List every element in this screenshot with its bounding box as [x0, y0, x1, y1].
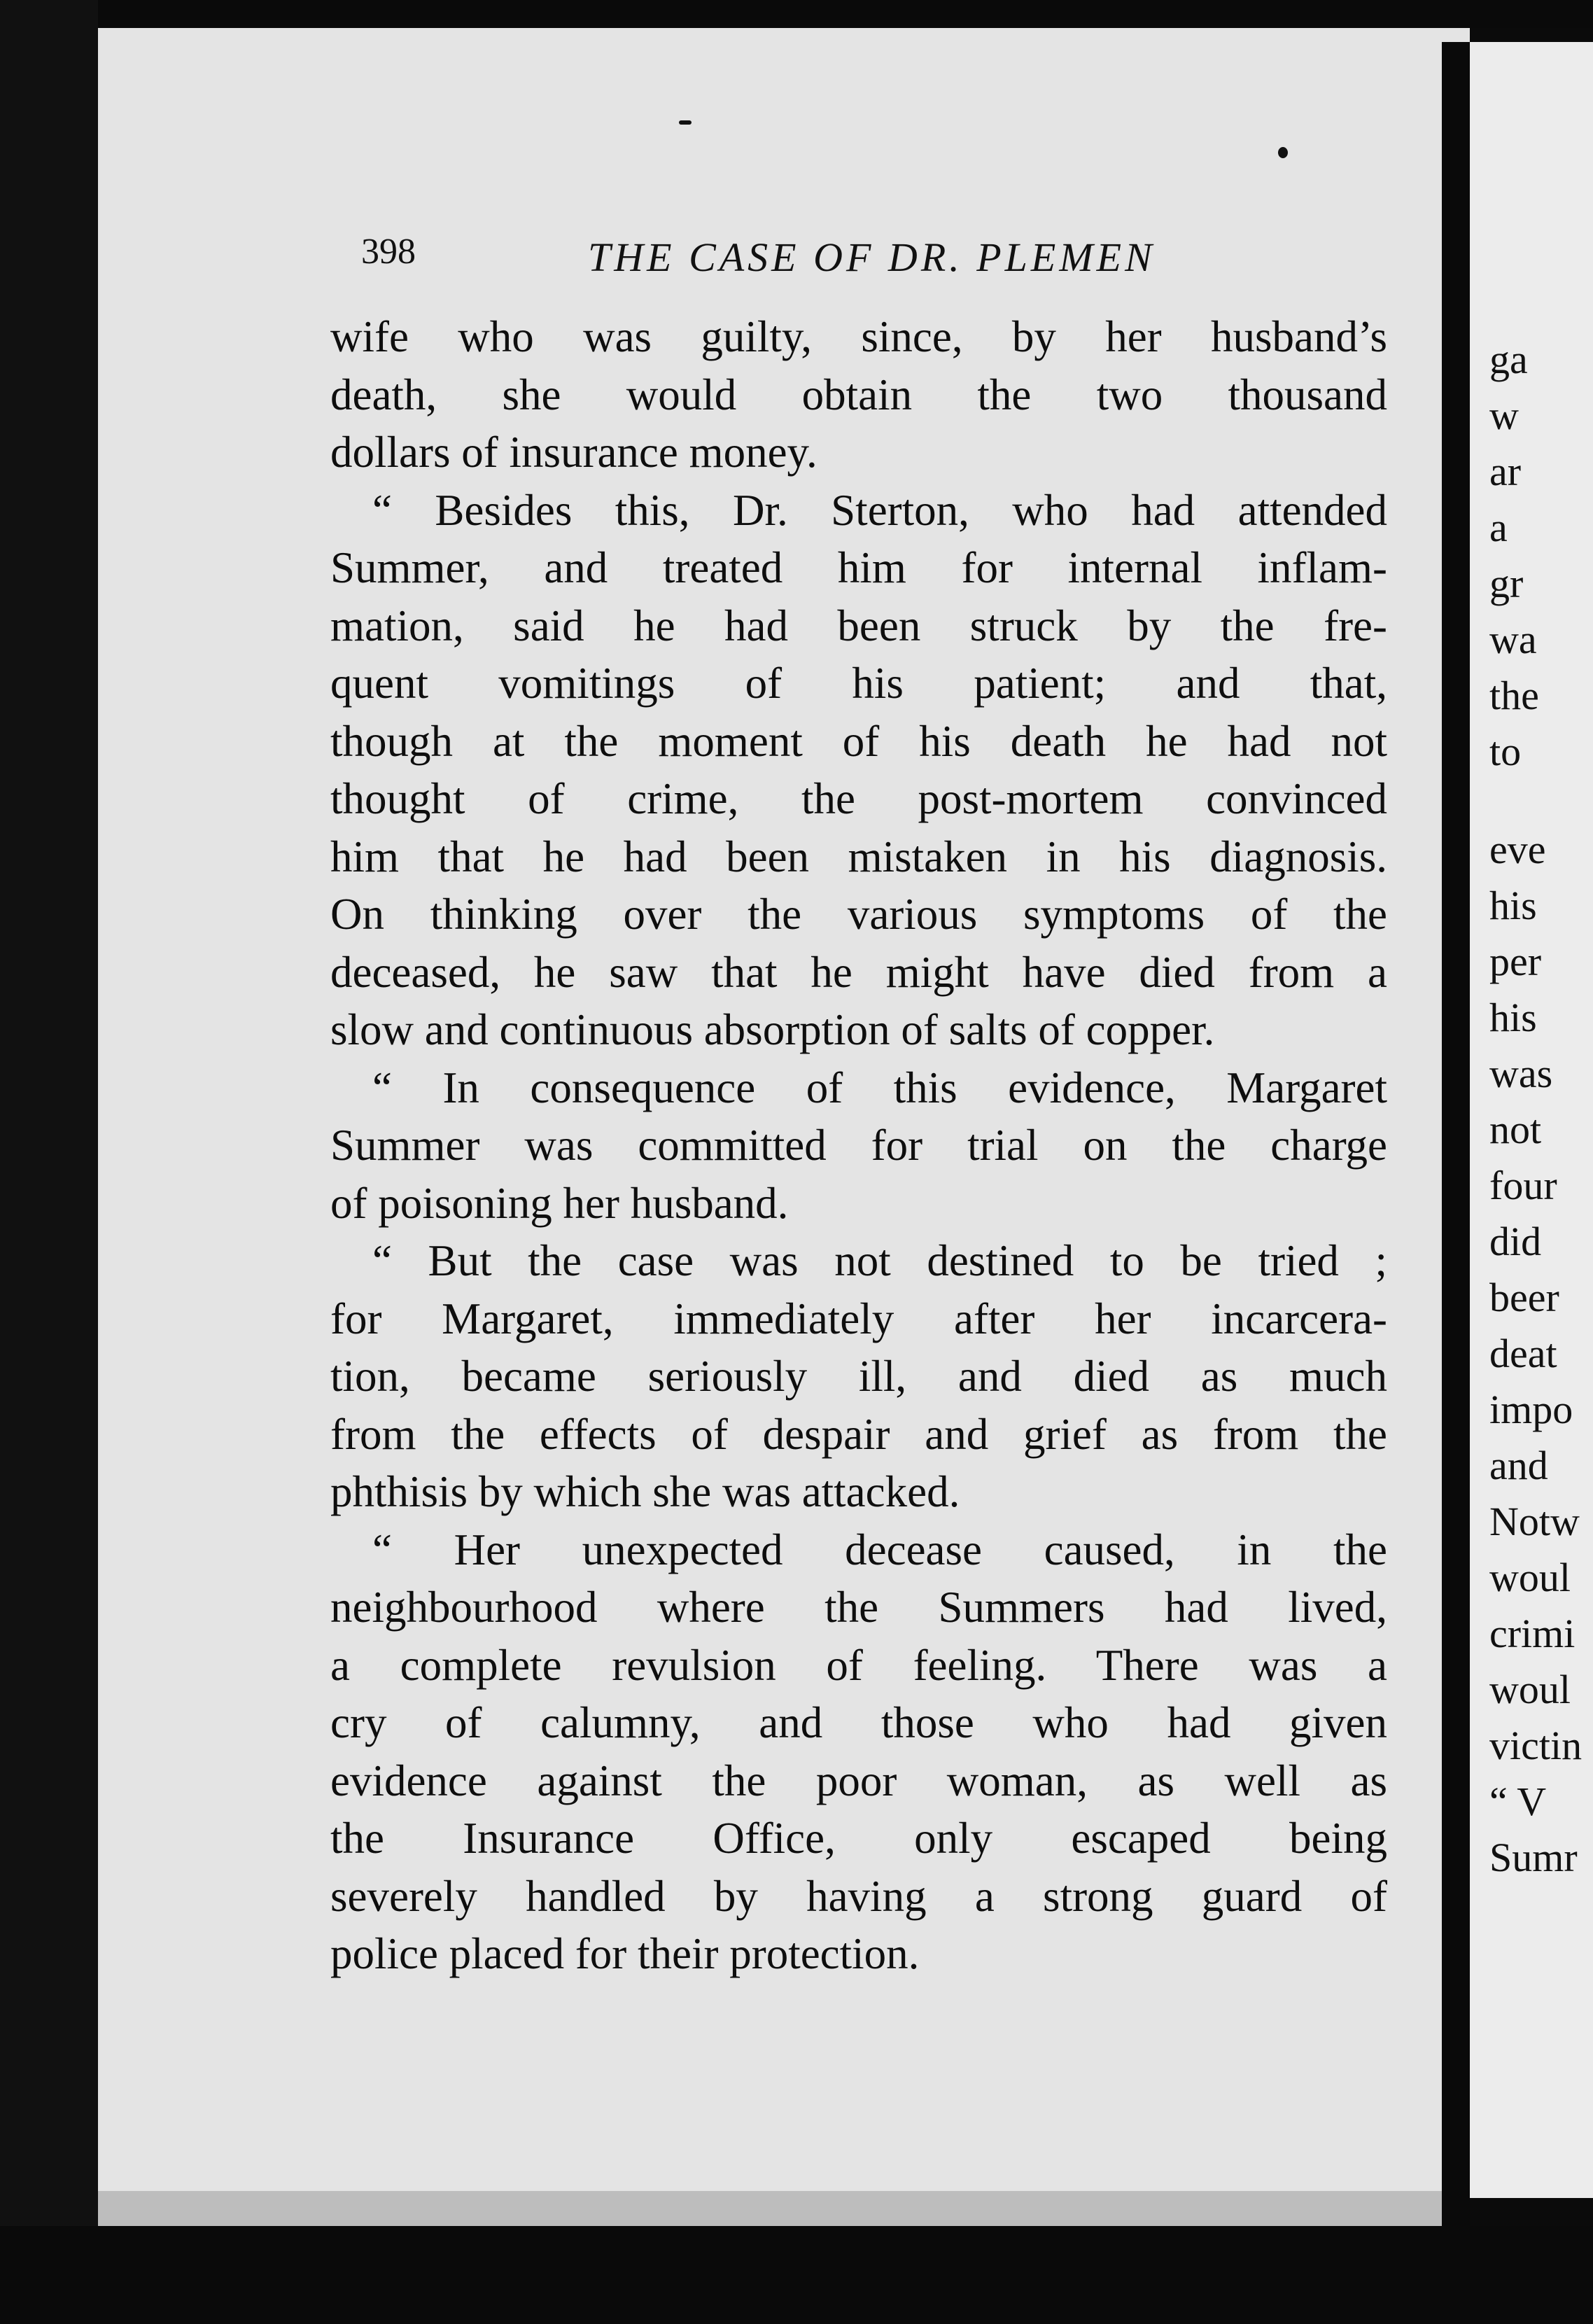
running-head: [0, 231, 1593, 287]
text-line: neighbourhood where the Summers had lived,: [330, 1583, 1387, 1632]
facing-page-text: w: [1489, 393, 1519, 438]
book-gutter: [1442, 42, 1470, 2240]
facing-page-text: woul: [1489, 1667, 1571, 1712]
scan-border-left: [0, 0, 98, 2324]
facing-page-text: “ V: [1489, 1779, 1547, 1824]
facing-page-text: to: [1489, 729, 1522, 774]
facing-page-text: the: [1489, 673, 1539, 718]
text-line: cry of calumny, and those who had given: [330, 1698, 1387, 1747]
text-line: On thinking over the various symptoms of the: [330, 890, 1387, 939]
text-line: thought of crime, the post-mortem convinced: [330, 774, 1387, 823]
text-line: a complete revulsion of feeling. There was a: [330, 1640, 1387, 1690]
facing-page-text: wa: [1489, 617, 1537, 662]
speck-mark: [1278, 147, 1288, 158]
text-line: him that he had been mistaken in his diagnosis.: [330, 832, 1387, 881]
text-line: phthisis by which she was attacked.: [330, 1467, 960, 1516]
text-line: slow and continuous absorption of salts of copper.: [330, 1005, 1215, 1054]
body-text: [330, 308, 1387, 1983]
text-line: police placed for their protection.: [330, 1929, 920, 1978]
text-line: mation, said he had been struck by the fre-: [330, 601, 1387, 650]
text-line: death, she would obtain the two thousand: [330, 370, 1387, 419]
text-line: of poisoning her husband.: [330, 1178, 789, 1228]
text-line: dollars of insurance money.: [330, 428, 817, 477]
facing-page-text: four: [1489, 1163, 1557, 1208]
facing-page-text: beer: [1489, 1275, 1559, 1320]
text-line: “ But the case was not destined to be tried ;: [372, 1236, 1387, 1285]
facing-page-text: did: [1489, 1219, 1542, 1264]
text-line: wife who was guilty, since, by her husband’s: [330, 312, 1387, 361]
facing-page-fragment: [1470, 42, 1593, 2198]
facing-page-text: per: [1489, 939, 1542, 984]
text-line: Summer, and treated him for internal inflam-: [330, 543, 1387, 592]
text-line: “ Her unexpected decease caused, in the: [372, 1525, 1387, 1574]
text-line: deceased, he saw that he might have died from a: [330, 947, 1387, 997]
page-number: 398: [361, 232, 416, 272]
facing-page-text: Notw: [1489, 1499, 1580, 1544]
facing-page-text: gr: [1489, 561, 1524, 606]
running-title: THE CASE OF DR. PLEMEN: [588, 234, 1156, 280]
scan-border-bottom: [0, 2226, 1593, 2324]
text-line: for Margaret, immediately after her incarcera-: [330, 1294, 1387, 1343]
text-line: evidence against the poor woman, as well as: [330, 1756, 1387, 1805]
facing-page-text: his: [1489, 883, 1537, 928]
text-line: tion, became seriously ill, and died as much: [330, 1352, 1387, 1401]
facing-page-text: victin: [1489, 1723, 1583, 1768]
speck-mark: [679, 120, 692, 125]
text-line: “ Besides this, Dr. Sterton, who had attended: [372, 485, 1387, 535]
facing-page-text: ar: [1489, 449, 1522, 494]
text-line: the Insurance Office, only escaped being: [330, 1814, 1387, 1863]
text-line: quent vomitings of his patient; and that,: [330, 659, 1387, 708]
text-line: severely handled by having a strong guard of: [330, 1871, 1387, 1921]
facing-page-text: woul: [1489, 1555, 1571, 1600]
facing-page-text: eve: [1489, 827, 1546, 872]
facing-page-text: his: [1489, 995, 1537, 1040]
facing-page-text: deat: [1489, 1331, 1557, 1376]
facing-page-text: was: [1489, 1051, 1553, 1096]
facing-page-text: and: [1489, 1443, 1548, 1488]
facing-page-text: a: [1489, 505, 1508, 550]
text-line: from the effects of despair and grief as from the: [330, 1409, 1387, 1459]
facing-page-text: ga: [1489, 337, 1528, 382]
facing-page-text: not: [1489, 1107, 1542, 1152]
text-line: “ In consequence of this evidence, Margaret: [372, 1063, 1387, 1112]
text-line: Summer was committed for trial on the charge: [330, 1121, 1387, 1170]
text-line: though at the moment of his death he had not: [330, 716, 1387, 766]
facing-page-text: Sumr: [1489, 1835, 1578, 1880]
facing-page-text: impo: [1489, 1387, 1573, 1432]
scan-border-top: [0, 0, 1593, 28]
facing-page-text: crimi: [1489, 1611, 1576, 1656]
